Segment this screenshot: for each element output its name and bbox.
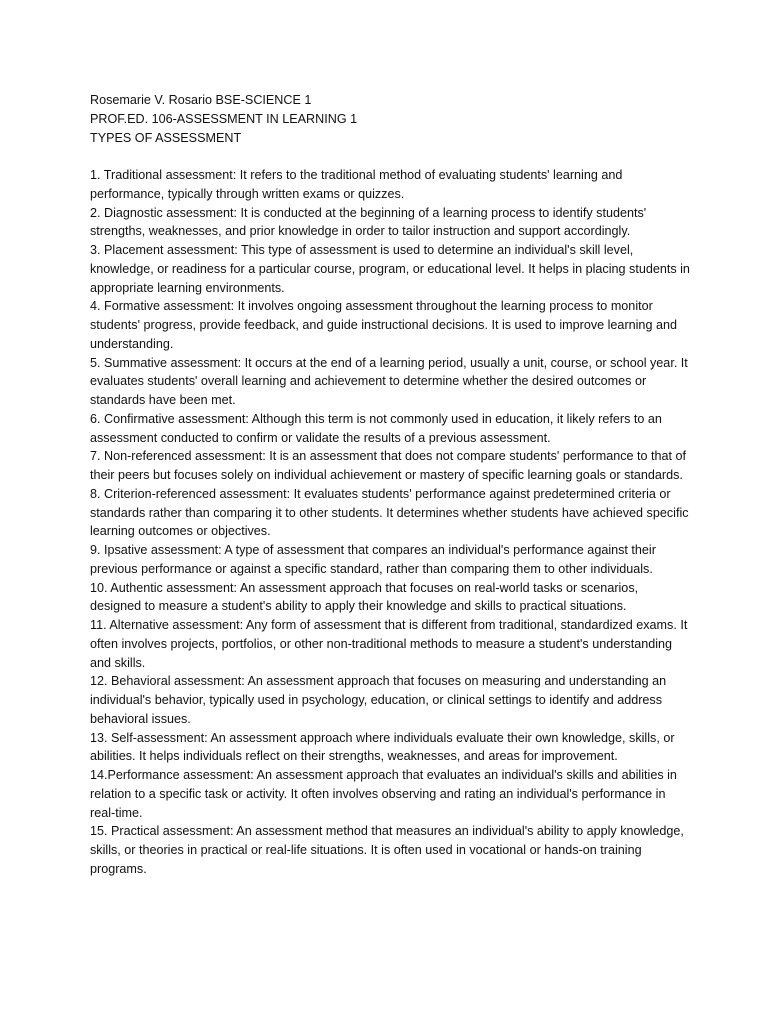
list-item-10: 10. Authentic assessment: An assessment approach that focuses on real-world tasks or scenarios, designed to measure a student's ability to apply their knowledge and skills to practical situations.	[90, 580, 639, 614]
list-item-13: 13. Self-assessment: An assessment approach where individuals evaluate their own knowledge, skills, or abilities. It helps individuals reflect on their strengths, weaknesses, and areas for improvement.	[90, 730, 675, 764]
list-item-12: 12. Behavioral assessment: An assessment approach that focuses on measuring and understanding an individual's behavior, typically used in psychology, education, or clinical settings to identify and address behavioral issues.	[90, 674, 667, 726]
list-item-2: 2. Diagnostic assessment: It is conducted at the beginning of a learning process to identify students' strengths, weaknesses, and prior knowledge in order to tailor instruction and support accordingly.	[90, 205, 647, 239]
list-item-5: 5. Summative assessment: It occurs at the end of a learning period, usually a unit, course, or school year. It evaluates students' overall learning and achievement to determine whether the desired outcomes or standards have been met.	[90, 355, 688, 407]
course-line: PROF.ED. 106-ASSESSMENT IN LEARNING 1	[90, 111, 358, 126]
list-item-1: 1. Traditional assessment: It refers to the traditional method of evaluating students' learning and performance, typically through written exams or quizzes.	[90, 168, 623, 201]
list-item-3: 3. Placement assessment: This type of assessment is used to determine an individual's skill level, knowledge, or readiness for a particular course, program, or educational level. It helps in placing students in appropriate learning environments.	[90, 243, 690, 295]
list-item-7: 7. Non-referenced assessment: It is an assessment that does not compare students' performance to that of their peers but focuses solely on individual achievement or mastery of specific learning goals or standards.	[90, 449, 687, 482]
list-item-14: 14.Performance assessment: An assessment approach that evaluates an individual's skills and abilities in relation to a specific task or activity. It often involves observing and rating an individual's performance in real-time.	[90, 768, 677, 820]
list-item-8: 8. Criterion-referenced assessment: It evaluates students' performance against predetermined criteria or standards rather than comparing it to other students. It determines whether students have achieved specific learning outcomes or objectives.	[90, 486, 689, 539]
document-page	[90, 91, 690, 879]
blank-line	[90, 147, 690, 166]
list-item-6: 6. Confirmative assessment: Although this term is not commonly used in education, it likely refers to an assessment conducted to confirm or validate the results of a previous assessment.	[90, 411, 662, 445]
list-item-4: 4. Formative assessment: It involves ongoing assessment throughout the learning process to monitor students' progress, provide feedback, and guide instructional decisions. It is used to improve learning and understanding.	[90, 299, 677, 351]
list-item-15: 15. Practical assessment: An assessment method that measures an individual's ability to apply knowledge, skills, or theories in practical or real-life situations. It is often used in vocational or hands-on training programs.	[90, 824, 684, 876]
author-line: Rosemarie V. Rosario BSE-SCIENCE 1	[90, 93, 312, 107]
topic-title: TYPES OF ASSESSMENT	[90, 130, 242, 145]
list-item-9: 9. Ipsative assessment: A type of assessment that compares an individual's performance against their previous performance or against a specific standard, rather than comparing them to other individuals.	[90, 543, 656, 576]
list-item-11: 11. Alternative assessment: Any form of assessment that is different from traditional, standardized exams. It often involves projects, portfolios, or other non-traditional methods to measure a student's understanding and skills.	[90, 618, 688, 670]
